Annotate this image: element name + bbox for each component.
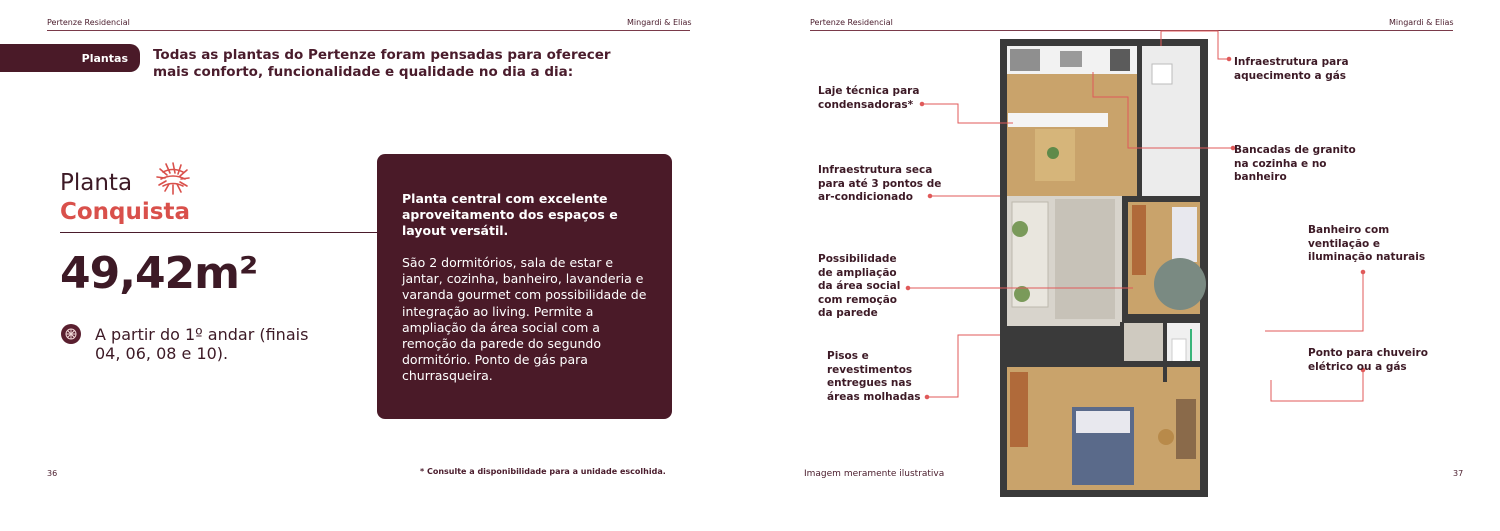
callout-aquecimento: Infraestrutura para aquecimento a gás [1234, 56, 1349, 82]
floor-note: A partir do 1º andar (finais 04, 06, 08 e 10). [95, 325, 309, 363]
starburst-icon [151, 157, 195, 201]
header-partner-right: Mingardi & Elias [1389, 18, 1454, 27]
callout-laje: Laje técnica para condensadoras* [818, 85, 920, 111]
card-lead: Planta central com excelente aproveitamento dos espaços e layout versátil. [402, 191, 618, 238]
callout-pisos: Pisos e revestimentos entregues nas áreas molhadas [827, 350, 921, 403]
callout-bancadas: Bancadas de granito na cozinha e no banheiro [1234, 144, 1356, 183]
right-page [755, 0, 1500, 531]
plan-title: Planta [60, 170, 133, 196]
building-icon [61, 324, 81, 344]
card-body: São 2 dormitórios, sala de estar e jantar, cozinha, banheiro, lavanderia e varanda gourmet com possibilidade de integração ao living. Permite a ampliação da área social com a remoção da parede do segundo dormitório. Ponto de gás para churrasqueira. [402, 255, 647, 384]
title-divider [60, 232, 380, 233]
illustrative-note: Imagem meramente ilustrativa [804, 469, 945, 479]
page-number-right: 37 [1453, 469, 1464, 478]
intro-text: Todas as plantas do Pertenze foram pensadas para oferecer mais conforto, funcionalidade e qualidade no dia a dia: [153, 47, 611, 80]
plan-area: 49,42m² [60, 248, 258, 299]
left-page [0, 0, 745, 531]
callout-infra-seca: Infraestrutura seca para até 3 pontos de ar-condicionado [818, 164, 942, 203]
callout-ampliacao: Possibilidade de ampliação da área social com remoção da parede [818, 253, 901, 319]
footnote: * Consulte a disponibilidade para a unidade escolhida. [420, 467, 666, 476]
header-brand: Pertenze Residencial [47, 18, 130, 27]
plan-name: Conquista [60, 199, 190, 225]
section-tag: Plantas [0, 44, 140, 72]
callout-banheiro-ventilacao: Banheiro com ventilação e iluminação naturais [1308, 224, 1426, 263]
header-rule [47, 30, 690, 31]
page-number-left: 36 [47, 469, 58, 478]
header-brand-right: Pertenze Residencial [810, 18, 893, 27]
callout-chuveiro: Ponto para chuveiro elétrico ou a gás [1308, 347, 1428, 373]
header-partner: Mingardi & Elias [627, 18, 692, 27]
description-card [377, 154, 672, 419]
